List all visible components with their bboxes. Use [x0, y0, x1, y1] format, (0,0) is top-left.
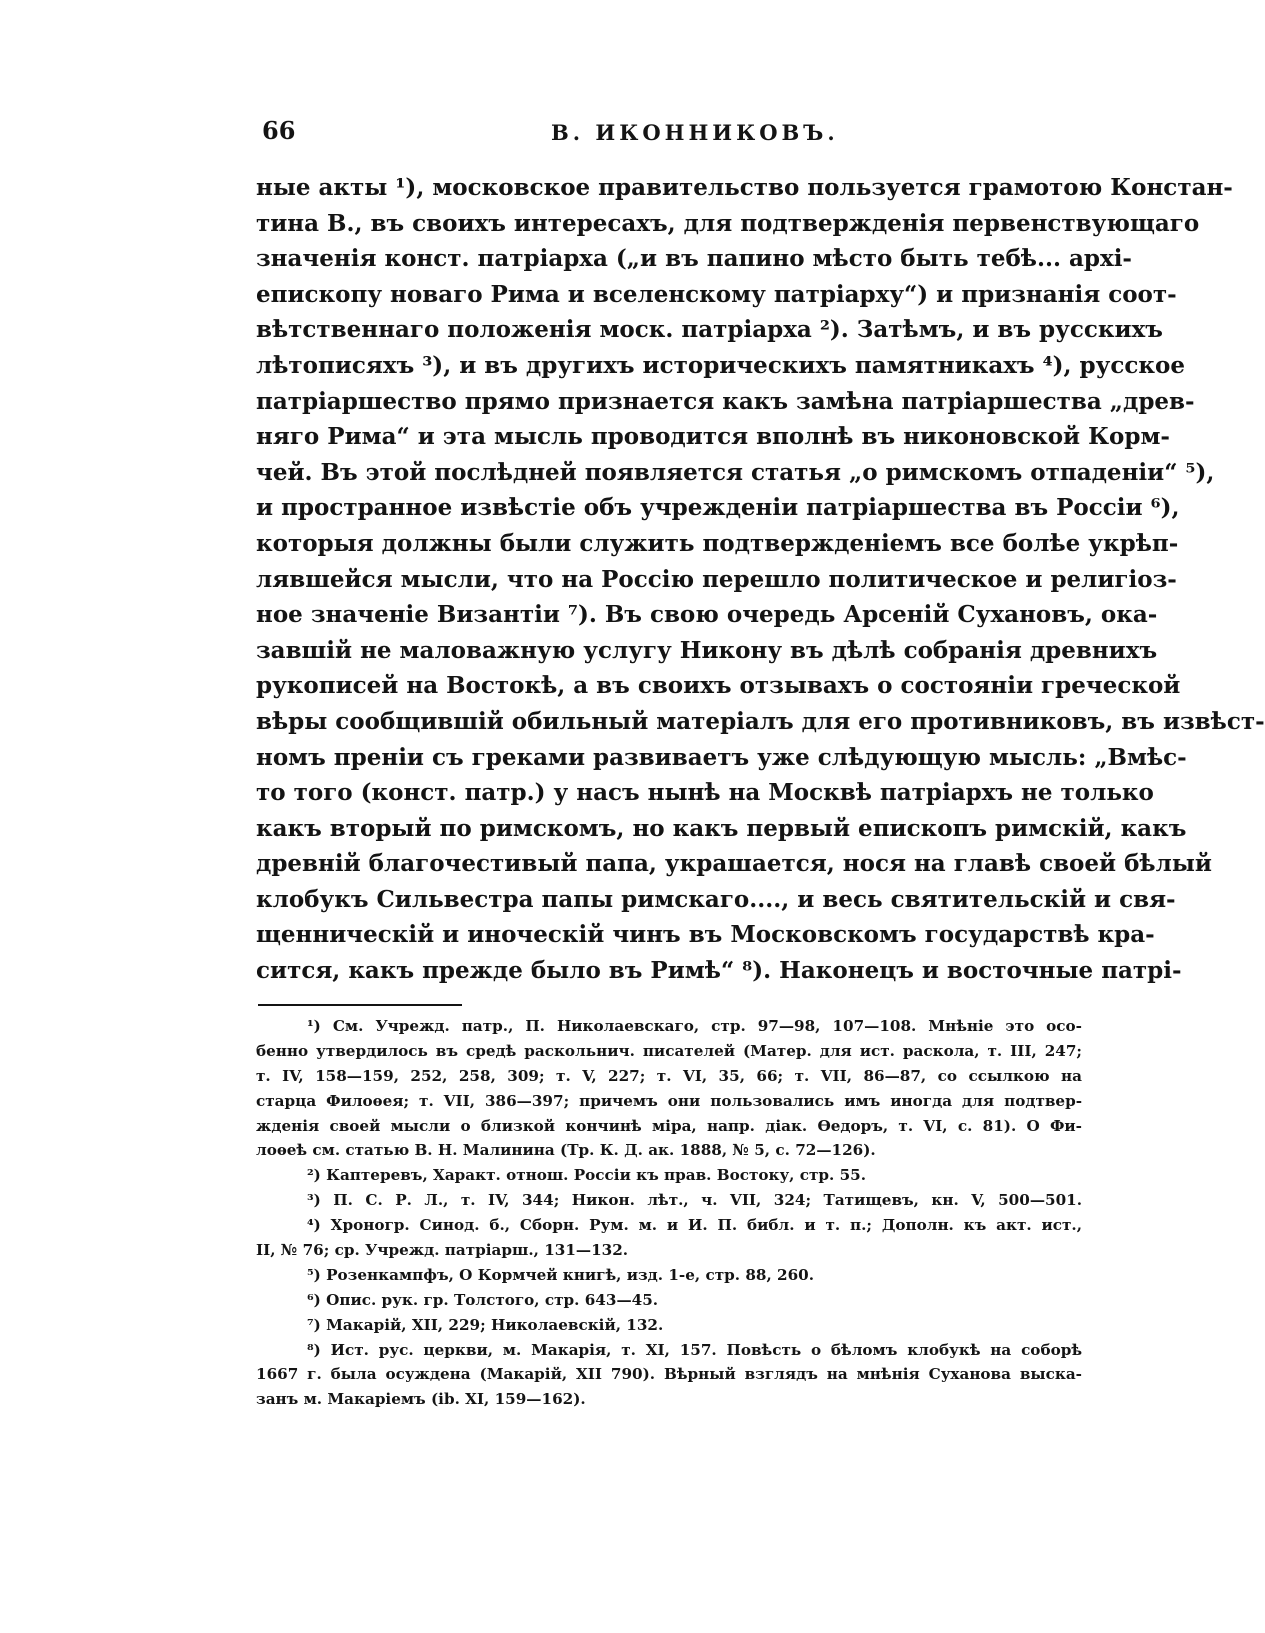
- text-line: чей. Въ этой послѣдней появляется статья „о римскомъ отпаденіи“ ⁵),: [256, 458, 1215, 486]
- text-line: клобукъ Сильвестра папы римскаго...., и весь святительскій и свя-: [256, 885, 1176, 913]
- footnote-line: ¹) См. Учрежд. патр., П. Николаевскаго, стр. 97—98, 107—108. Мнѣніе это осо-: [307, 1017, 1082, 1035]
- text-line: вѣтственнаго положенія моск. патріарха ²). Затѣмъ, и въ русскихъ: [256, 316, 1163, 344]
- footnote-line: II, № 76; ср. Учрежд. патріарш., 131—132.: [256, 1241, 629, 1260]
- footnote-line: ⁸) Ист. рус. церкви, м. Макарія, т. XI, 157. Повѣсть о бѣломъ клобукѣ на соборѣ: [307, 1340, 1082, 1359]
- text-line: вѣры сообщившій обильный матеріалъ для его противниковъ, въ извѣст-: [256, 707, 1265, 735]
- text-line: номъ преніи съ греками развиваетъ уже слѣдующую мысль: „Вмѣс-: [256, 743, 1187, 771]
- text-line: какъ вторый по римскомъ, но какъ первый епископъ римскій, какъ: [256, 814, 1187, 842]
- footnote-line: бенно утвердилось въ средѣ раскольнич. писателей (Матер. для ист. раскола, т. III, 247;: [256, 1041, 1082, 1060]
- text-line: и пространное извѣстіе объ учрежденіи патріаршества въ Россіи ⁶),: [256, 494, 1180, 522]
- footnote-line: занъ м. Макаріемъ (ib. XI, 159—162).: [256, 1390, 586, 1409]
- text-line: завшій не маловажную услугу Никону въ дѣлѣ собранія древнихъ: [256, 636, 1158, 664]
- text-line: древній благочестивый папа, украшается, нося на главѣ своей бѣлый: [256, 850, 1212, 878]
- text-line: то того (конст. патр.) у насъ нынѣ на Москвѣ патріархъ не только: [256, 779, 1154, 807]
- footnote-line: ⁷) Макарій, XII, 229; Николаевскій, 132.: [307, 1315, 664, 1334]
- footnotes: [256, 1014, 1082, 1412]
- footnote-line: лоѳеѣ см. статью В. Н. Малинина (Тр. К. Д. ак. 1888, № 5, с. 72—126).: [256, 1141, 876, 1160]
- text-line: епископу новаго Рима и вселенскому патріарху“) и признанія соот-: [256, 280, 1177, 308]
- footnote-line: ⁶) Опис. рук. гр. Толстого, стр. 643—45.: [307, 1290, 659, 1309]
- text-line: ные акты ¹), московское правительство пользуется грамотою Констан-: [256, 174, 1233, 201]
- text-line: щенническій и иноческій чинъ въ Московскомъ государствѣ кра-: [256, 921, 1155, 949]
- page-number: 66: [262, 116, 296, 145]
- text-line: сится, какъ прежде было въ Римѣ“ ⁸). Наконецъ и восточные патрі-: [256, 957, 1182, 985]
- footnote-line: 1667 г. была осуждена (Макарій, XII 790). Вѣрный взглядъ на мнѣнія Суханова выска-: [256, 1365, 1082, 1384]
- footnote-divider: [258, 1004, 462, 1006]
- text-line: лѣтописяхъ ³), и въ другихъ историческихъ памятникахъ ⁴), русское: [256, 351, 1185, 379]
- running-head: В. ИКОННИКОВЪ.: [551, 120, 839, 145]
- footnote-line: ⁴) Хроногр. Синод. б., Сборн. Рум. м. и И. П. библ. и т. п.; Дополн. къ акт. ист.,: [307, 1216, 1082, 1235]
- text-line: значенія конст. патріарха („и въ папино мѣсто быть тебѣ... архі-: [256, 245, 1132, 273]
- footnote-line: жденія своей мысли о близкой кончинѣ міра, напр. діак. Ѳедоръ, т. VI, с. 81). О Фи-: [256, 1116, 1082, 1135]
- text-line: рукописей на Востокѣ, а въ своихъ отзывахъ о состояніи греческой: [256, 672, 1181, 700]
- text-line: патріаршество прямо признается какъ замѣна патріаршества „древ-: [256, 387, 1195, 415]
- main-text: [256, 170, 1265, 989]
- footnote-line: ³) П. С. Р. Л., т. IV, 344; Никон. лѣт., ч. VII, 324; Татищевъ, кн. V, 500—501.: [307, 1191, 1082, 1210]
- text-line: няго Рима“ и эта мысль проводится вполнѣ въ никоновской Корм-: [256, 423, 1170, 451]
- text-line: лявшейся мысли, что на Россію перешло политическое и религіоз-: [256, 565, 1177, 593]
- text-line: которыя должны были служить подтвержденіемъ все болѣе укрѣп-: [256, 529, 1179, 557]
- text-line: ное значеніе Византіи ⁷). Въ свою очередь Арсеній Сухановъ, ока-: [256, 601, 1158, 629]
- footnote-line: ²) Каптеревъ, Характ. отнош. Россіи къ прав. Востоку, стр. 55.: [307, 1166, 867, 1185]
- footnote-line: старца Филоѳея; т. VII, 386—397; причемъ они пользовались имъ иногда для подтвер-: [256, 1091, 1082, 1110]
- footnote-line: т. IV, 158—159, 252, 258, 309; т. V, 227; т. VI, 35, 66; т. VII, 86—87, со ссылкою на: [256, 1066, 1082, 1085]
- footnote-line: ⁵) Розенкампфъ, О Кормчей книгѣ, изд. 1-е, стр. 88, 260.: [307, 1265, 815, 1284]
- text-line: тина В., въ своихъ интересахъ, для подтвержденія первенствующаго: [256, 209, 1200, 237]
